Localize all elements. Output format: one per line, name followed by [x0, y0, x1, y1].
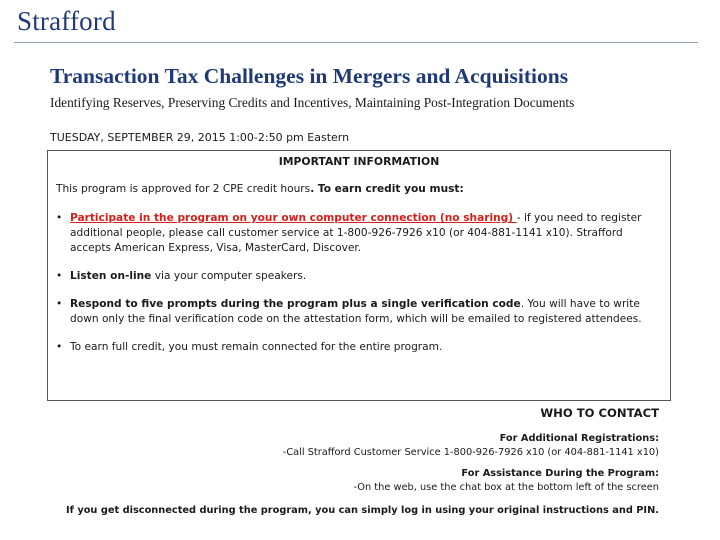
bullet-dot: •: [56, 212, 63, 224]
credit-intro-rest: . To earn credit you must:: [310, 183, 464, 195]
listen-detail: via your computer speakers.: [151, 270, 307, 282]
credit-intro-main: This program is approved for 2 CPE credit hours: [56, 183, 311, 195]
bullet-respond-text: [70, 297, 652, 327]
bullet-participate-text: [70, 211, 652, 256]
bullet-dot: •: [56, 341, 63, 353]
respond-detail: . You will have to write down only the final verification code on the attestation form, which will be emailed to registered attendees.: [70, 298, 642, 325]
credit-intro: [56, 183, 464, 195]
registrations-label: For Additional Registrations:: [499, 433, 659, 444]
who-to-contact-heading: WHO TO CONTACT: [540, 406, 659, 420]
bullet-respond: [56, 297, 652, 327]
program-date: TUESDAY, SEPTEMBER 29, 2015 1:00-2:50 pm Eastern: [50, 131, 350, 144]
page-subtitle: Identifying Reserves, Preserving Credits and Incentives, Maintaining Post-Integration Documents: [50, 95, 575, 110]
bullet-participate: [56, 211, 652, 256]
bullet-listen: [56, 269, 652, 284]
header-divider: [14, 42, 698, 43]
bullet-dot: •: [56, 298, 63, 310]
strafford-logo: Strafford: [17, 6, 116, 36]
respond-label: Respond to five prompts during the program plus a single verification code: [70, 298, 521, 310]
participate-dash: -: [516, 212, 524, 224]
disconnect-note: If you get disconnected during the program, you can simply log in using your original instructions and PIN.: [66, 505, 659, 516]
bullet-listen-text: [70, 269, 652, 284]
participate-detail: if you need to register additional people, please call customer service at 1-800-926-7926 x10 (or 404-881-1141 x10). Strafford accepts American Express, Visa, MasterCard, Discover.: [70, 212, 642, 254]
important-information-box: [47, 150, 671, 401]
registrations-phone: -Call Strafford Customer Service 1-800-926-7926 x10 (or 404-881-1141 x10): [282, 447, 659, 458]
page-title: Transaction Tax Challenges in Mergers and Acquisitions: [50, 64, 569, 88]
participate-link[interactable]: Participate in the program on your own computer connection (no sharing): [70, 212, 517, 224]
info-heading: IMPORTANT INFORMATION: [278, 155, 440, 168]
bullet-dot: •: [56, 270, 63, 282]
listen-online-label: Listen on-line: [70, 270, 152, 282]
full-credit-text: To earn full credit, you must remain connected for the entire program.: [70, 341, 443, 353]
bullet-full-credit: [56, 340, 652, 355]
assistance-text: -On the web, use the chat box at the bottom left of the screen: [353, 482, 659, 493]
assistance-label: For Assistance During the Program:: [461, 468, 659, 479]
